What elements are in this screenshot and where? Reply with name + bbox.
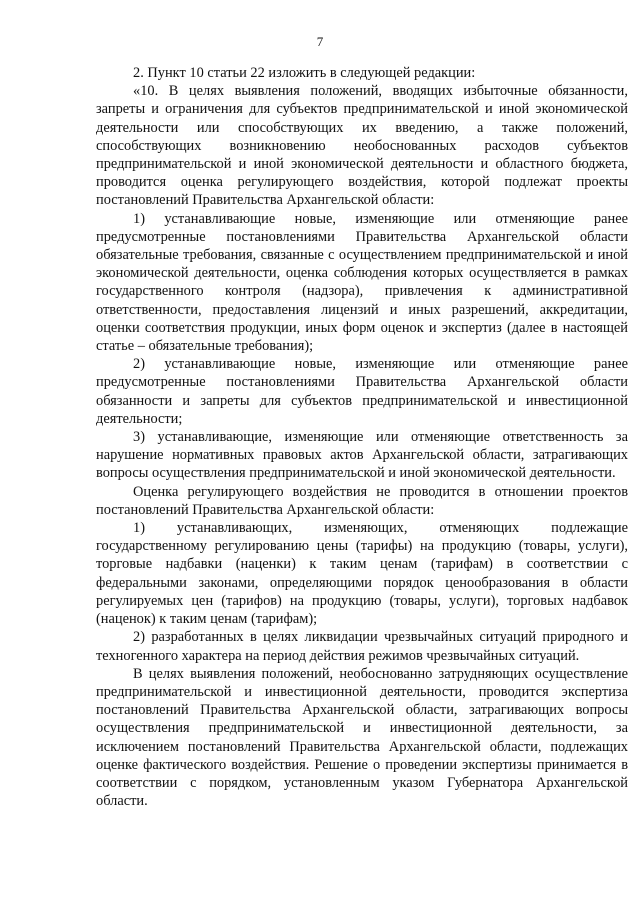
paragraph-item-3: 3) устанавливающие, изменяющие или отменяющие ответственность за нарушение нормативных правовых актов Архангельской области, затрагивающих вопросы осуществления предпринимательской и иной экономической деятельности. [96,429,628,482]
paragraph-clause-10: «10. В целях выявления положений, вводящих избыточные обязанности, запреты и ограничения для субъектов предпринимательской и иной экономической деятельности или способствующих их введению, а также положений, способствующих возникновению необоснованных расходов субъектов предпринимательской и иной экономической деятельности и областного бюджета, проводится оценка регулирующего воздействия, которой подлежат проекты постановлений Правительства Архангельской области: [96,83,628,209]
paragraph-exception-2: 2) разработанных в целях ликвидации чрезвычайных ситуаций природного и техногенного характера на период действия режимов чрезвычайных ситуаций. [96,629,628,664]
paragraph-exception-1: 1) устанавливающих, изменяющих, отменяющих подлежащие государственному регулированию цены (тарифы) на продукцию (товары, услуги), торговые надбавки (наценки) к таким ценам (тарифам) в соответствии с федеральными законами, определяющими порядок ценообразования в области регулируемых цен (тарифов) на продукцию (товары, услуги), торговых надбавок (наценок) к таким ценам (тарифам); [96,520,628,628]
paragraph-item-2: 2) устанавливающие новые, изменяющие или отменяющие ранее предусмотренные постановлениями Правительства Архангельской области обязанности и запреты для субъектов предпринимательской и инвестиционной деятельности; [96,356,628,427]
page-number: 7 [316,34,324,49]
paragraph-item-1: 1) устанавливающие новые, изменяющие или отменяющие ранее предусмотренные постановлениями Правительства Архангельской области обязательные требования, связанные с осуществлением предпринимательской и иной экономической деятельности, оценка соблюдения которых осуществляется в рамках государственного контроля (надзора), привлечения к административной ответственности, предоставления лицензий и иных разрешений, аккредитации, оценки соответствия продукции, иных форм оценок и экспертиз (далее в настоящей статье – обязательные требования); [96,210,628,355]
paragraph-exceptions-intro: Оценка регулирующего воздействия не проводится в отношении проектов постановлений Правительства Архангельской области: [96,483,628,518]
document-body [96,64,628,810]
paragraph-expertise: В целях выявления положений, необоснованно затрудняющих осуществление предпринимательской и инвестиционной деятельности, проводится экспертиза постановлений Правительства Архангельской области, затрагивающих вопросы осуществления предпринимательской и инвестиционной деятельности, за исключением постановлений Правительства Архангельской области, подлежащих оценке фактического воздействия. Решение о проведении экспертизы принимается в соответствии с порядком, установленным указом Губернатора Архангельской области. [96,665,628,810]
paragraph-amendment-intro: 2. Пункт 10 статьи 22 изложить в следующей редакции: [133,65,476,81]
